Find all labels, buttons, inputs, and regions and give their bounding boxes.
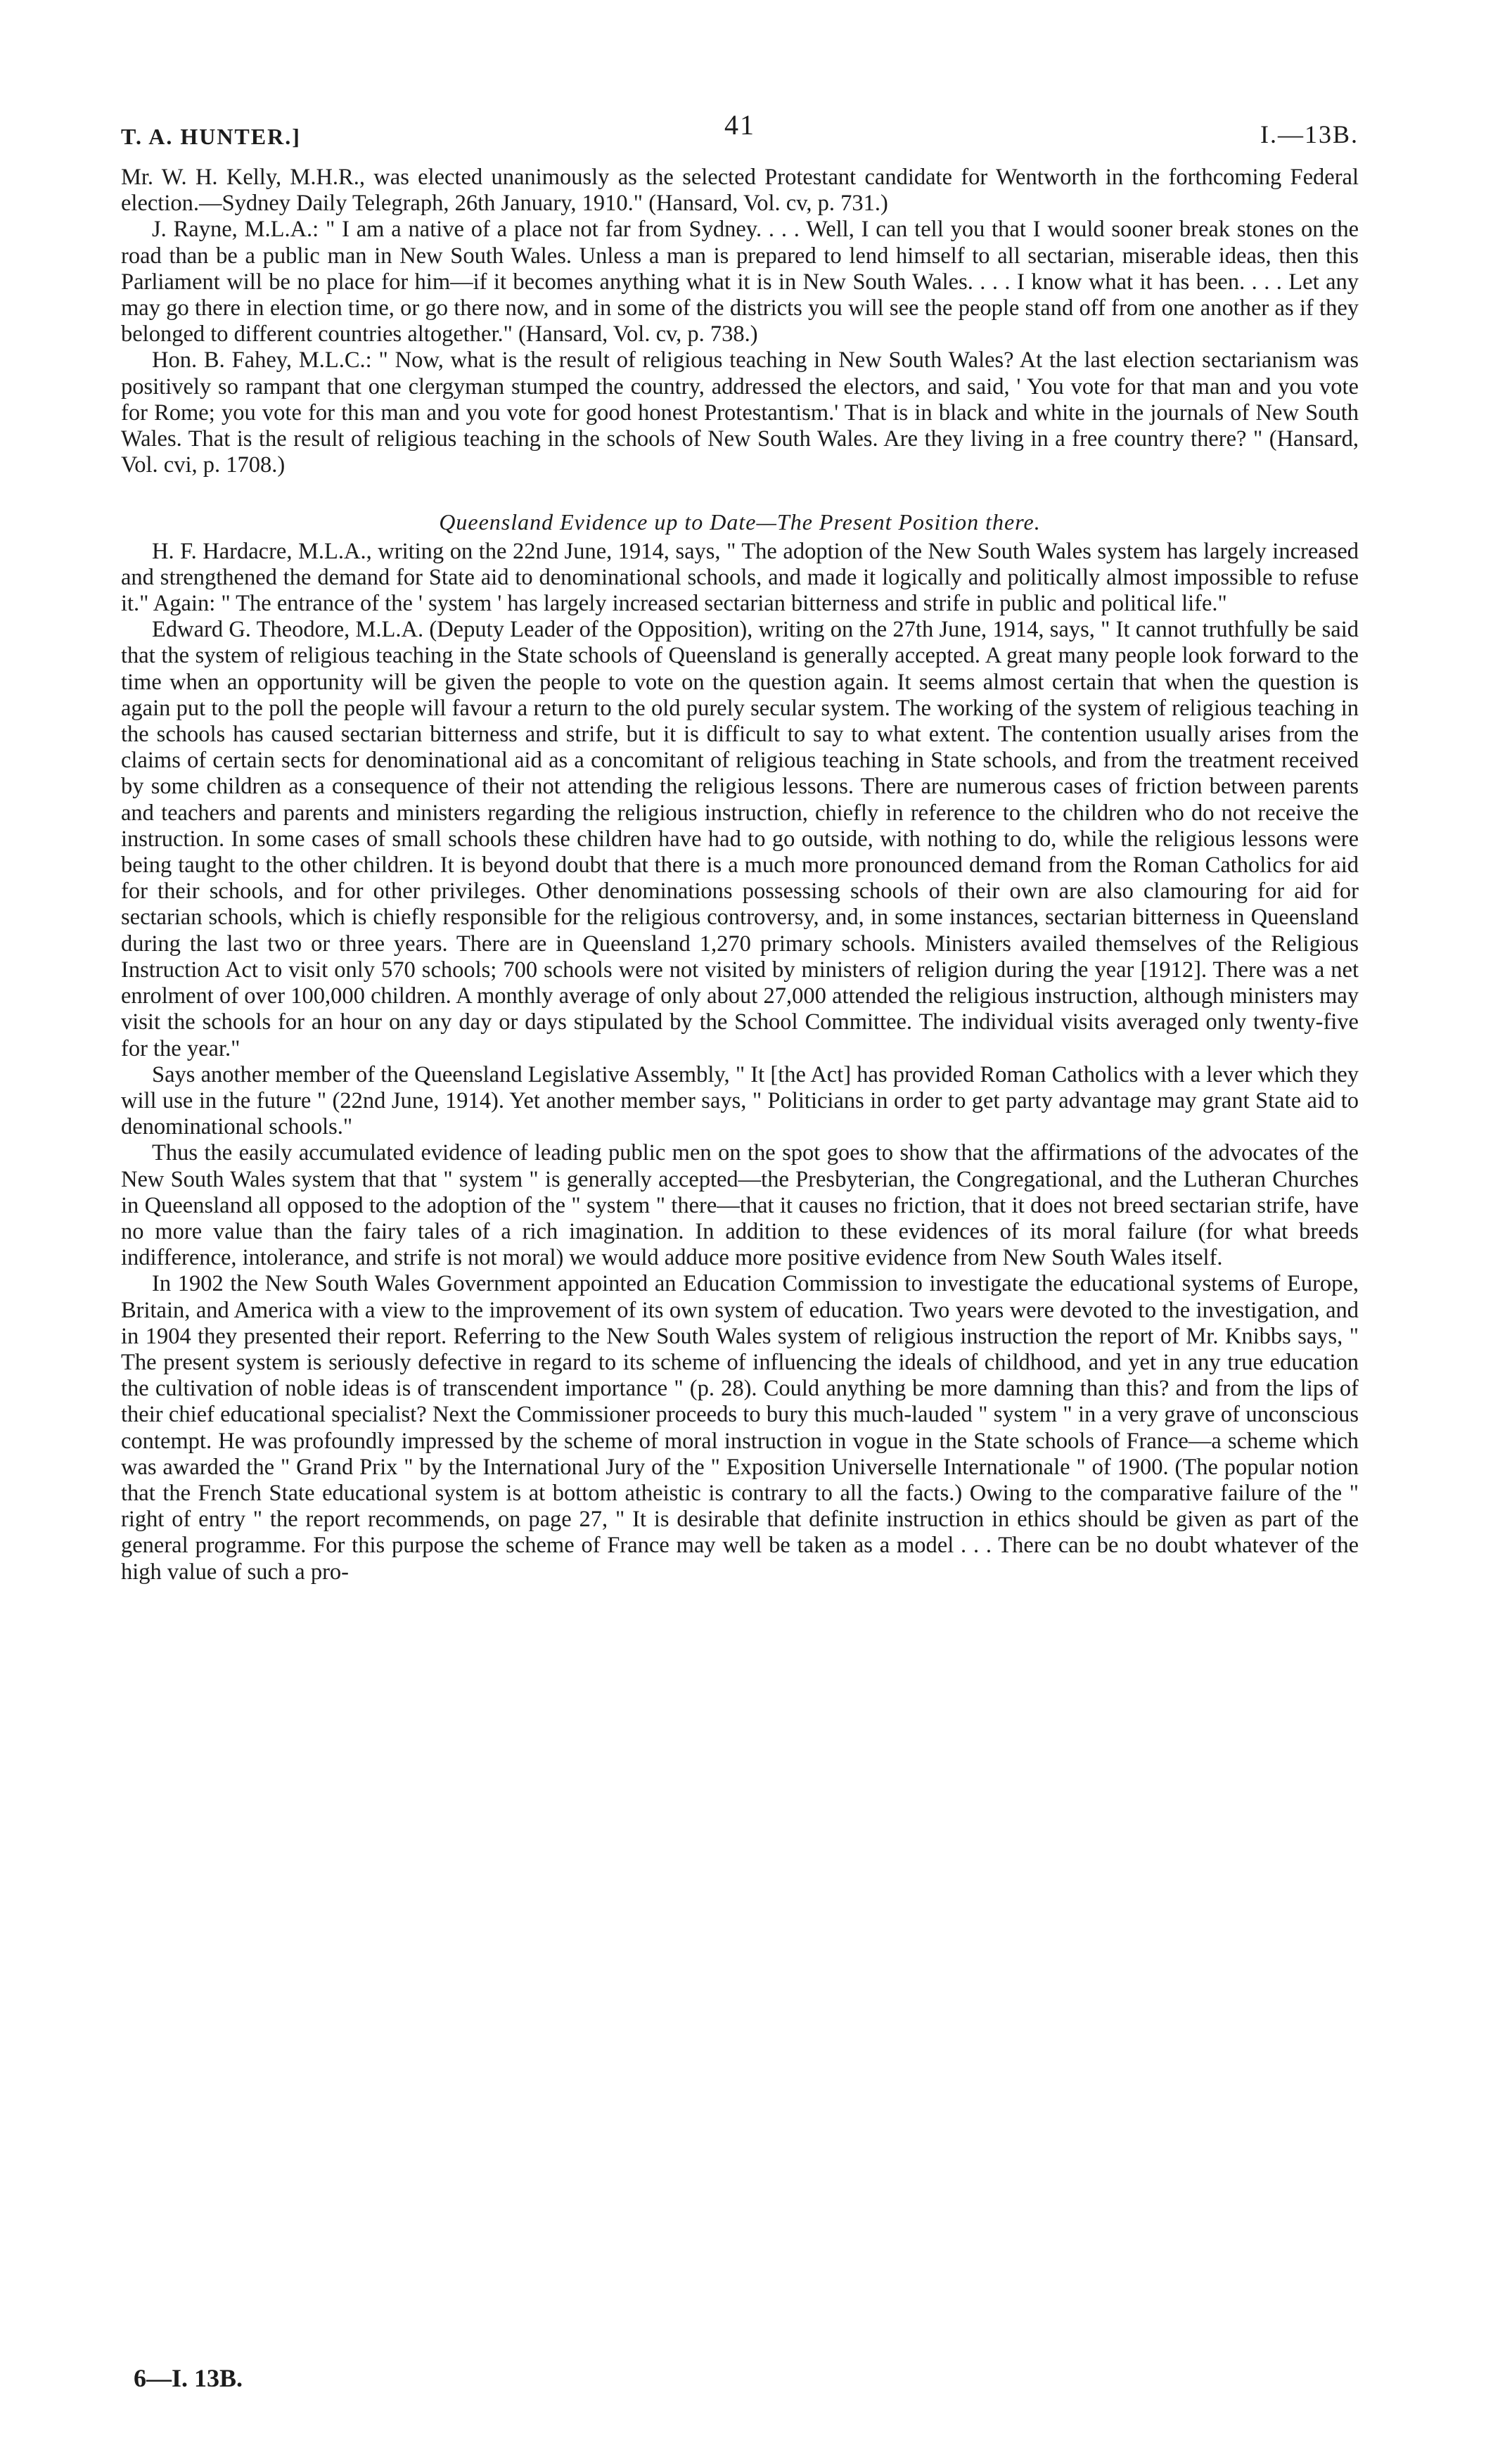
paragraph-theodore: Edward G. Theodore, M.L.A. (Deputy Leader of the Opposition), writing on the 27th June, 1914, says, " It cannot truthfully be said that the system of religious teaching in the State schools of Queensland is generally accepted. A great many people look forward to the time when an opportunity will be given the people to vote on the question again. It seems almost certain that when the question is again put to the poll the people will favour a return to the old purely secular system. The working of the system of religious teaching in the schools has caused sectarian bitterness and strife, but it is difficult to say to what extent. The contention usually arises from the claims of certain sects for denominational aid as a concomitant of religious teaching in State schools, and from the treatment received by some children as a consequence of their not attending the religious lessons. There are numerous cases of friction between parents and teachers and parents and ministers regarding the religious instruction, chiefly in reference to the children who do not receive the instruction. In some cases of small schools these children have had to go outside, with nothing to do, while the religious lessons were being taught to the other children. It is beyond doubt that there is a much more pronounced demand from the Roman Catholics for aid for their schools, and for other privileges. Other denominations possessing schools of their own are also clamouring for aid for sectarian schools, which is chiefly responsible for the religious controversy, and, in some instances, sectarian bitterness in Queensland during the last two or three years. There are in Queensland 1,270 primary schools. Ministers availed themselves of the Religious Instruction Act to visit only 570 schools; 700 schools were not visited by ministers of religion during the year [1912]. There was a net enrolment of over 100,000 children. A monthly average of only about 27,000 attended the religious instruction, although ministers may visit the schools for an hour on any day or days stipulated by the School Committee. The individual visits averaged only twenty-five for the year." [121, 617, 1359, 1061]
paragraph-fahey: Hon. B. Fahey, M.L.C.: " Now, what is the result of religious teaching in New South Wales? At the last election sectarianism was positively so rampant that one clergyman stumped the country, addressed the electors, and said, ' You vote for that man and you vote for Rome; you vote for this man and you vote for good honest Protestantism.' That is in black and white in the journals of New South Wales. That is the result of religious teaching in the schools of New South Wales. Are they living in a free country there? " (Hansard, Vol. cvi, p. 1708.) [121, 347, 1359, 478]
document-body [121, 165, 1359, 1585]
page-header [121, 106, 1359, 155]
paragraph-evidence-summary: Thus the easily accumulated evidence of leading public men on the spot goes to show that the affirmations of the advocates of the New South Wales system that that " system " is generally accepted—the Presbyterian, the Congregational, and the Lutheran Churches in Queensland all opposed to the adoption of the " system " there—that it causes no friction, that it does not breed sectarian strife, have no more value than the fairy tales of a rich imagination. In addition to these evidences of its moral failure (for what breeds indifference, intolerance, and strife is not moral) we would adduce more positive evidence from New South Wales itself. [121, 1140, 1359, 1271]
section-heading: Queensland Evidence up to Date—The Present Position there. [439, 509, 1041, 535]
paragraph-kelly: Mr. W. H. Kelly, M.H.R., was elected unanimously as the selected Protestant candidate for Wentworth in the forthcoming Federal election.—Sydney Daily Telegraph, 26th January, 1910." (Hansard, Vol. cv, p. 731.) [121, 165, 1359, 217]
paragraph-rayne: J. Rayne, M.L.A.: " I am a native of a place not far from Sydney. . . . Well, I can tell you that I would sooner break stones on the road than be a public man in New South Wales. Unless a man is prepared to lend himself to all sectarian, miserable ideas, then this Parliament will be no place for him—if it becomes anything what it is in New South Wales. . . . I know what it has been. . . . Let any may go there in election time, or go there now, and in some of the districts you will see the people stand off from one another as if they belonged to different countries altogether." (Hansard, Vol. cv, p. 738.) [121, 217, 1359, 347]
paragraph-education-commission: In 1902 the New South Wales Government appointed an Education Commission to investigate the educational systems of Europe, Britain, and America with a view to the improvement of its own system of education. Two years were devoted to the investigation, and in 1904 they presented their report. Referring to the New South Wales system of religious instruction the report of Mr. Knibbs says, " The present system is seriously defective in regard to its scheme of influencing the ideals of childhood, and yet in any true education the cultivation of noble ideas is of transcendent importance " (p. 28). Could anything be more damning than this? and from the lips of their chief educational specialist? Next the Commissioner proceeds to bury this much-lauded " system " in a very grave of unconscious contempt. He was profoundly impressed by the scheme of moral instruction in vogue in the State schools of France—a scheme which was awarded the " Grand Prix " by the International Jury of the " Exposition Universelle Internationale " of 1900. (The popular notion that the French State educational system is at bottom atheistic is contrary to all the facts.) Owing to the comparative failure of the " right of entry " the report recommends, on page 27, " It is desirable that definite instruction in ethics should be given as part of the general programme. For this purpose the scheme of France may well be taken as a model . . . There can be no doubt whatever of the high value of such a pro- [121, 1271, 1359, 1585]
document-page [121, 106, 1359, 1585]
document-reference: I.—13B. [1260, 120, 1359, 148]
page-footer: 6—I. 13B. [134, 2364, 243, 2392]
paragraph-hardacre: H. F. Hardacre, M.L.A., writing on the 22nd June, 1914, says, " The adoption of the New South Wales system has largely increased and strengthened the demand for State aid to denominational schools, and made it logically and politically almost impossible to refuse it." Again: " The entrance of the ' system ' has largely increased sectarian bitterness and strife in public and political life." [121, 538, 1359, 617]
paragraph-assembly-member: Says another member of the Queensland Legislative Assembly, " It [the Act] has provided Roman Catholics with a lever which they will use in the future " (22nd June, 1914). Yet another member says, " Politicians in order to get party advantage may grant State aid to denominational schools." [121, 1061, 1359, 1140]
header-author: T. A. HUNTER.] [121, 124, 301, 149]
page-number: 41 [724, 109, 755, 141]
